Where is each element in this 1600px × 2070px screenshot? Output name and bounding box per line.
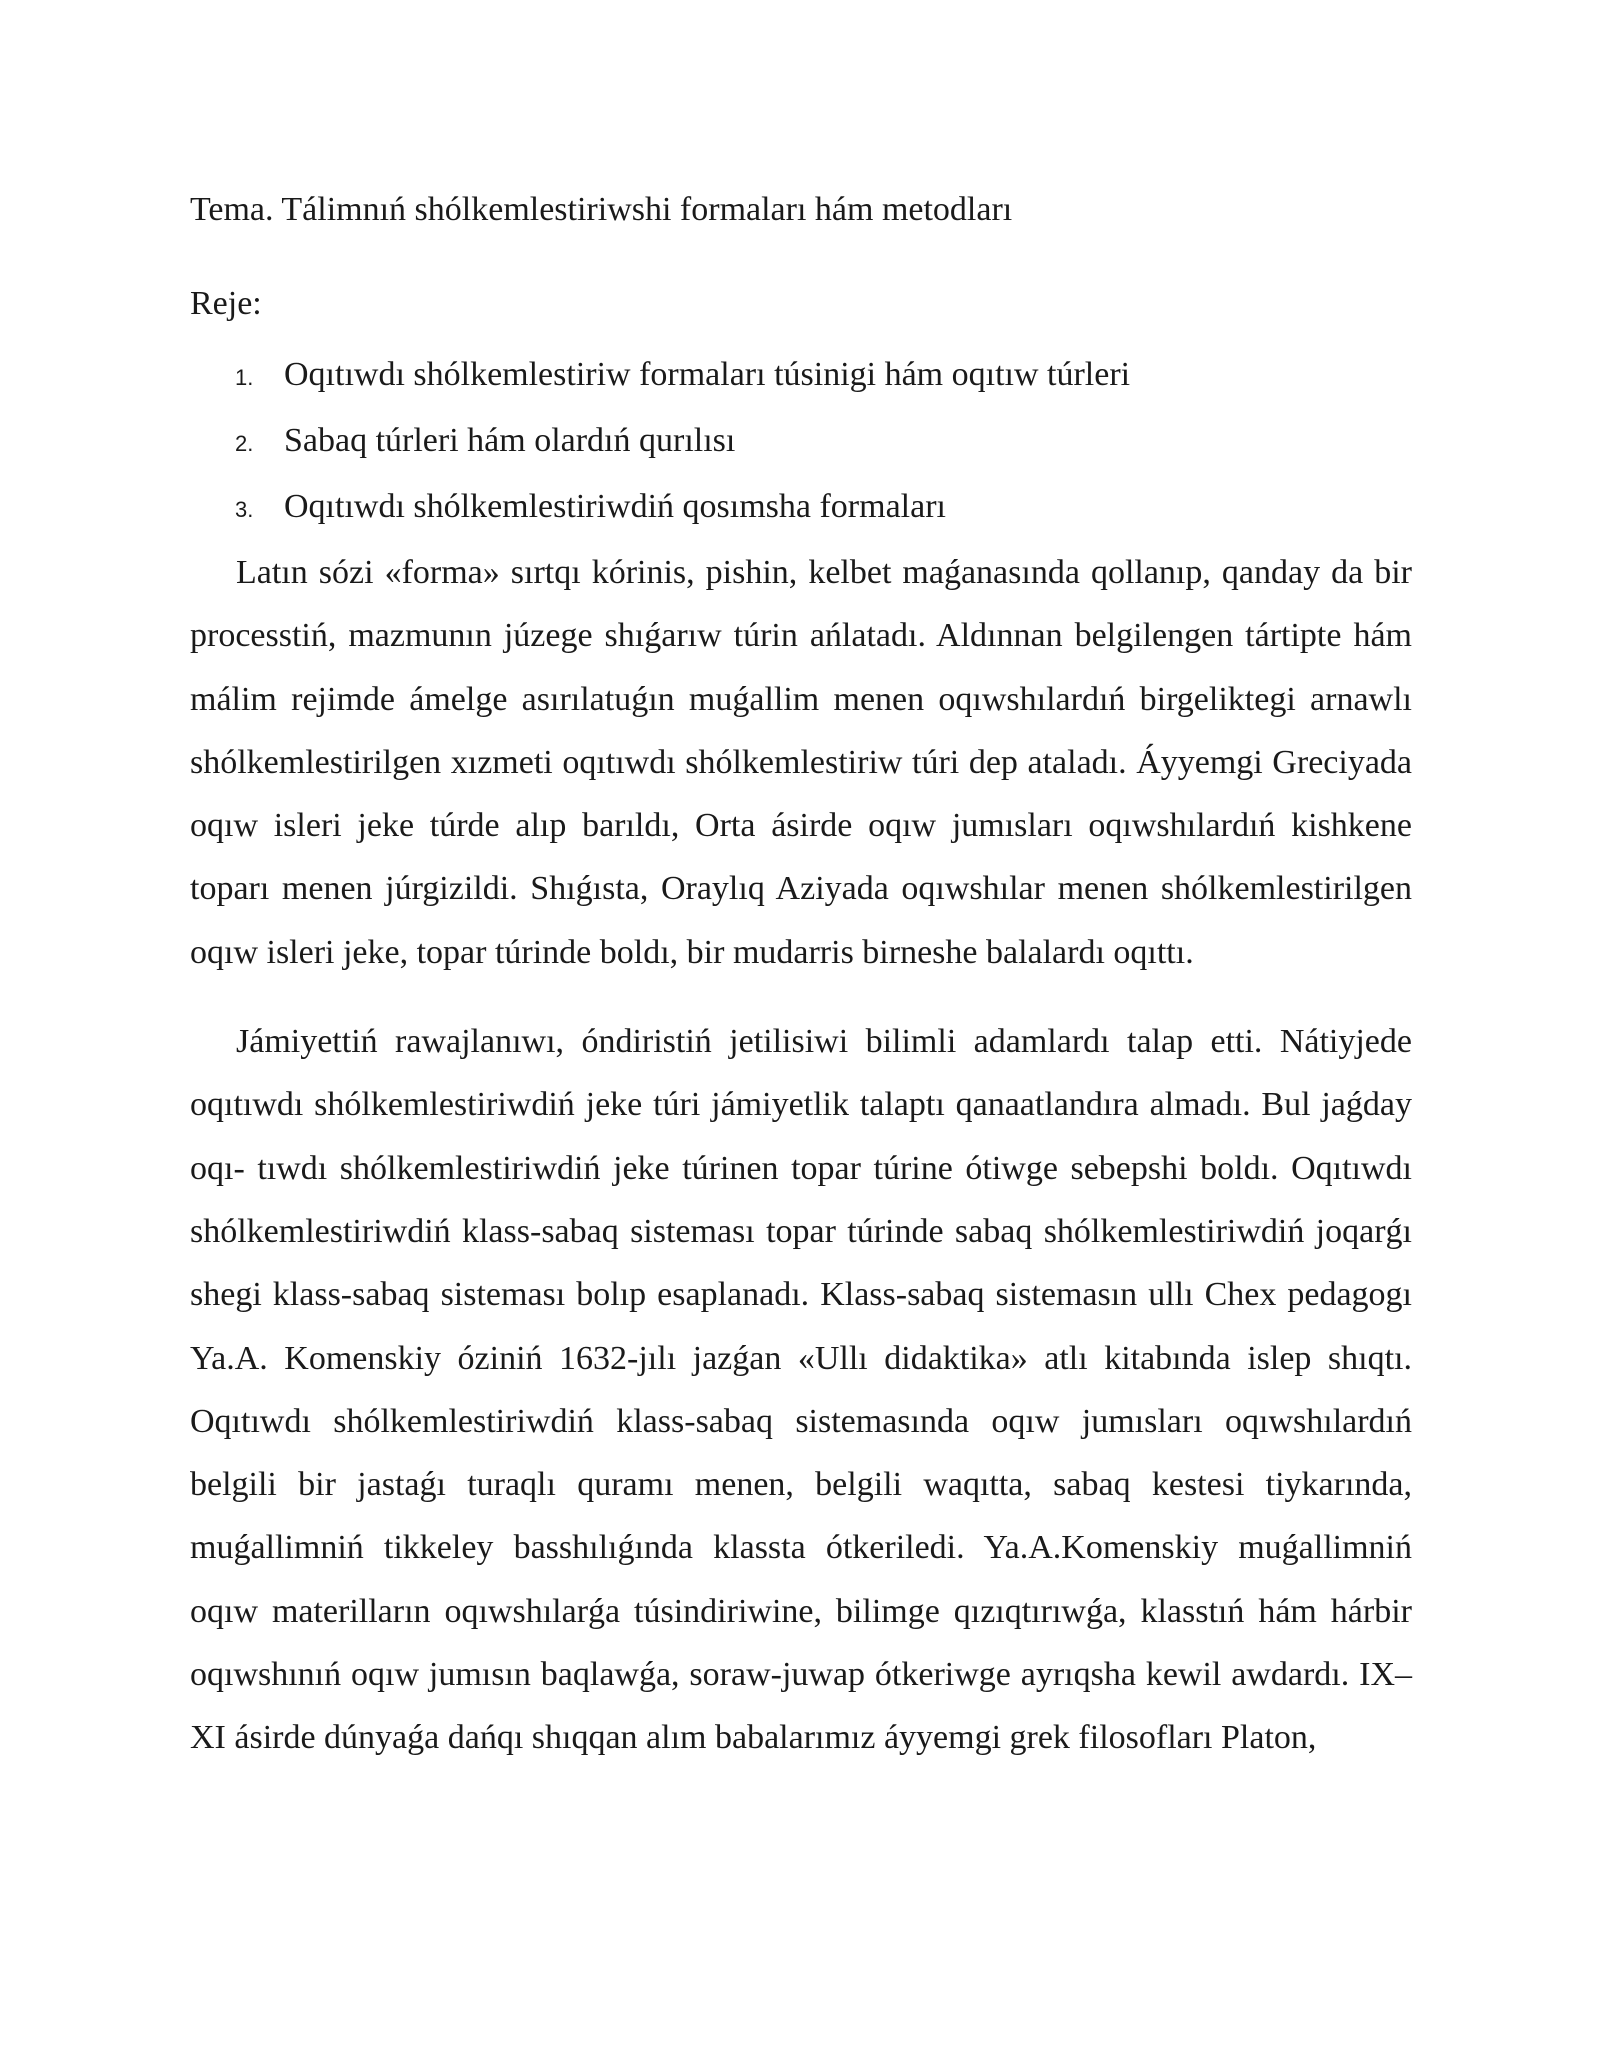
plan-item-number: 1. xyxy=(235,365,254,390)
plan-item-number: 3. xyxy=(235,497,254,522)
plan-list xyxy=(190,343,1412,541)
document-title: Tema. Tálimnıń shólkemlestiriwshi formaları hám metodları xyxy=(190,191,1013,228)
body-paragraph: Jámiyettiń rawajlanıwı, óndiristiń jetilisiwi bilimli adamlardı talap etti. Nátiyjede oqıtıwdı shólkemlestiriwdiń jeke túri jámiyetlik talaptı qanaatlandıra almadı. Bul jaǵday oqı- tıwdı shólkemlestiriwdiń jeke túrinen topar túrine ótiwge sebepshi boldı. Oqıtıwdı shólkemlestiriwdiń klass-sabaq sisteması topar túrinde sabaq shólkemlestiriwdiń joqarǵı shegi klass-sabaq sisteması bolıp esaplanadı. Klass-sabaq sistemasın ullı Chex pedagogı Ya.A. Komenskiy óziniń 1632-jılı jazǵan «Ullı didaktika» atlı kitabında islep shıqtı. Oqıtıwdı shólkemlestiriwdiń klass-sabaq sistemasında oqıw jumısları oqıwshılardıń belgili bir jastaǵı turaqlı quramı menen, belgili waqıtta, sabaq kestesi tiykarında, muǵallimniń tikkeley basshılıǵında klassta ótkeriledi. Ya.A.Komenskiy muǵallimniń oqıw materilların oqıwshılarǵa túsindiriwine, bilimge qızıqtırıwǵa, klasstıń hám hárbir oqıwshınıń oqıw jumısın baqlawǵa, soraw-juwap ótkeriwge ayrıqsha kewil awdardı. IX–XI ásirde dúnyaǵa dańqı shıqqan alım babalarımız áyyemgi grek filosofları Platon, xyxy=(190,1023,1412,1757)
plan-item xyxy=(190,475,1412,541)
plan-item-text: Oqıtıwdı shólkemlestiriw formaları túsinigi hám oqıtıw túrleri xyxy=(284,356,1131,393)
plan-item-number: 2. xyxy=(235,431,254,456)
plan-item xyxy=(190,409,1412,475)
plan-item-text: Oqıtıwdı shólkemlestiriwdiń qosımsha formaları xyxy=(284,488,946,525)
plan-item xyxy=(190,343,1412,409)
document-body xyxy=(190,185,1412,1770)
plan-item-text: Sabaq túrleri hám olardıń qurılısı xyxy=(284,422,736,459)
plan-label: Reje: xyxy=(190,285,262,322)
body-paragraph: Latın sózi «forma» sırtqı kórinis, pishin, kelbet maǵanasında qollanıp, qanday da bir processtiń, mazmunın júzege shıǵarıw túrin ańlatadı. Aldınnan belgilengen tártipte hám málim rejimde ámelge asırılatuǵın muǵallim menen oqıwshılardıń birgeliktegi arnawlı shólkemlestirilgen xızmeti oqıtıwdı shólkemlestiriw túri dep ataladı. Áyyemgi Greciyada oqıw isleri jeke túrde alıp barıldı, Orta ásirde oqıw jumısları oqıwshılardıń kishkene toparı menen júrgizildi. Shıǵısta, Oraylıq Aziyada oqıwshılar menen shólkemlestirilgen oqıw isleri jeke, topar túrinde boldı, bir mudarris birneshe balalardı oqıttı. xyxy=(190,554,1412,971)
